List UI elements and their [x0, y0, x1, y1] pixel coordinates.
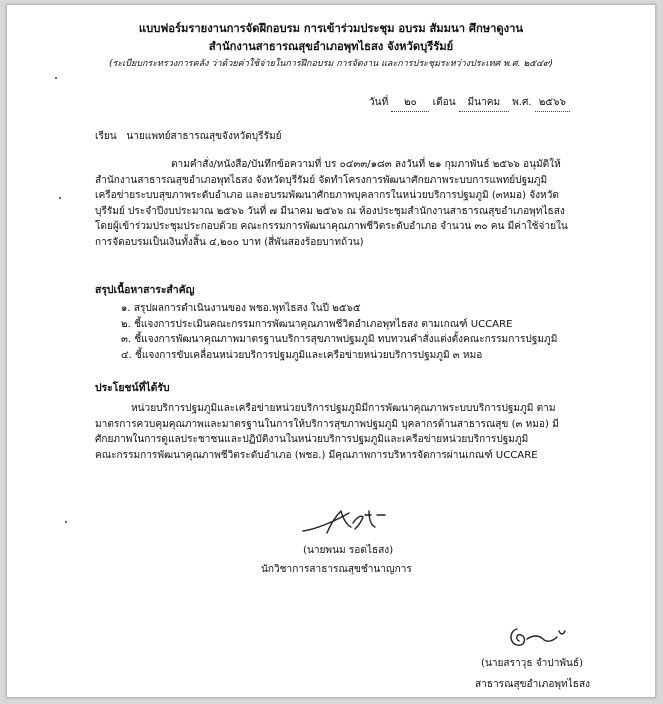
salutation-label: เรียน: [95, 131, 117, 142]
benefit-line: คณะกรรมการพัฒนาคุณภาพชีวิตระดับอำเภอ (พชอ.) มีคุณภาพการบริหารจัดการผ่านเกณฑ์ UCCARE: [95, 449, 538, 461]
date-month-label: เดือน: [432, 97, 456, 108]
signer-1-position: นักวิชาการสาธารณสุขชำนาญการ: [261, 564, 412, 575]
intro-line: ตามคำสั่ง/หนังสือ/บันทึกข้อความที่ บร ๐๔๓๓/๑๘๓ ลงวันที่ ๒๑ กุมภาพันธ์ ๒๕๖๖ อนุมัติให้: [171, 159, 561, 170]
scan-speck: [65, 521, 67, 523]
date-day-label: วันที่: [369, 97, 389, 108]
intro-line: บุรีรัมย์ ประจำปีงบประมาณ ๒๕๖๖ วันที่ ๗ มีนาคม ๒๕๖๖ ณ ห้องประชุมสำนักงานสาธารณสุขอำเภอพุทไธสง: [95, 205, 565, 217]
date-year: ๒๕๖๖: [535, 95, 570, 112]
benefit-heading: ประโยชน์ที่ได้รับ: [95, 382, 170, 394]
benefit-line: ศักยภาพในการดูแลประชาชนและปฏิบัติงานในหน่วยบริการปฐมภูมิและเครือข่ายหน่วยบริการปฐมภูมิ: [95, 434, 529, 446]
intro-paragraph: [95, 157, 635, 251]
summary-item: ๔. ชี้แจงการขับเคลื่อนหน่วยบริการปฐมภูมิและเครือข่ายหน่วยบริการปฐมภูมิ ๓ หมอ: [121, 349, 483, 361]
intro-line: การจัดอบรมเป็นเงินทั้งสิ้น ๔,๒๐๐ บาท (สี่พันสองร้อยบาทถ้วน): [95, 236, 364, 248]
signer-1-name: (นายพนม รอดไธสง): [303, 545, 394, 556]
document-page: [6, 4, 656, 698]
intro-line: สำนักงานสาธารณสุขอำเภอพุทไธสง จังหวัดบุรีรัมย์ จัดทำโครงการพัฒนาศักยภาพระบบการแพทย์ปฐมภูมิ: [95, 174, 548, 186]
office-title: สำนักงานสาธารณสุขอำเภอพุทไธสง จังหวัดบุรีรัมย์: [208, 40, 454, 53]
salutation: [95, 129, 282, 145]
summary-item: ๒. ชี้แจงการประเมินคณะกรรมการพัฒนาคุณภาพชีวิตอำเภอพุทไธสง ตามเกณฑ์ UCCARE: [121, 318, 513, 330]
scan-speck: [59, 197, 61, 199]
scan-speck: [55, 77, 57, 79]
date-line: [369, 95, 570, 112]
salutation-recipient: นายแพทย์สาธารณสุขจังหวัดบุรีรัมย์: [126, 131, 282, 142]
signature-2-icon: [503, 621, 571, 653]
signer-2-name: (นายสราวุธ จำปาพันธ์): [481, 658, 584, 669]
date-month: มีนาคม: [459, 95, 509, 112]
signer-2-position: สาธารณสุขอำเภอพุทไธสง: [475, 679, 591, 690]
benefit-line: หน่วยบริการปฐมภูมิและเครือข่ายหน่วยบริการปฐมภูมิมีการพัฒนาคุณภาพระบบบริการปฐมภูมิ ตาม: [131, 403, 556, 414]
benefit-paragraph: [95, 401, 635, 463]
summary-list: [121, 301, 641, 363]
intro-line: เครือข่ายระบบสุขภาพระดับอำเภอ และอบรมพัฒนาศักยภาพบุคลากรในหน่วยบริการปฐมภูมิ (๓หมอ) จังหวัด: [95, 190, 559, 202]
date-day: ๒๐: [391, 95, 429, 112]
summary-heading: สรุปเนื้อหาสาระสำคัญ: [95, 284, 195, 296]
benefit-line: มาตรการควบคุมคุณภาพและมาตรฐานในการให้บริการสุขภาพปฐมภูมิ บุคลากรด้านสาธารณสุข (๓ หมอ) มี: [95, 418, 559, 430]
summary-item: ๓. ชี้แจงการพัฒนาคุณภาพมาตรฐานบริการสุขภาพปฐมภูมิ ทบทวนคำสั่งแต่งตั้งคณะกรรมการปฐมภูมิ: [121, 334, 558, 346]
intro-line: โดยผู้เข้าร่วมประชุมประกอบด้วย คณะกรรมการพัฒนาคุณภาพชีวิตระดับอำเภอ จำนวน ๓๐ คน มีค่าใช้จ่ายใน: [95, 221, 568, 233]
summary-item: ๑. สรุปผลการดำเนินงานของ พชอ.พุทไธสง ในปี ๒๕๖๕: [121, 303, 361, 314]
form-title: แบบฟอร์มรายงานการจัดฝึกอบรม การเข้าร่วมประชุม อบรม สัมมนา ศึกษาดูงาน: [138, 22, 524, 35]
regulation-subtitle: (ระเบียบกระทรวงการคลัง ว่าด้วยค่าใช้จ่ายในการฝึกอบรม การจัดงาน และการประชุมระหว่างประเทศ พ.ศ. ๒๕๔๙): [108, 59, 553, 69]
date-year-label: พ.ศ.: [512, 97, 532, 108]
signature-1-icon: [297, 503, 397, 539]
